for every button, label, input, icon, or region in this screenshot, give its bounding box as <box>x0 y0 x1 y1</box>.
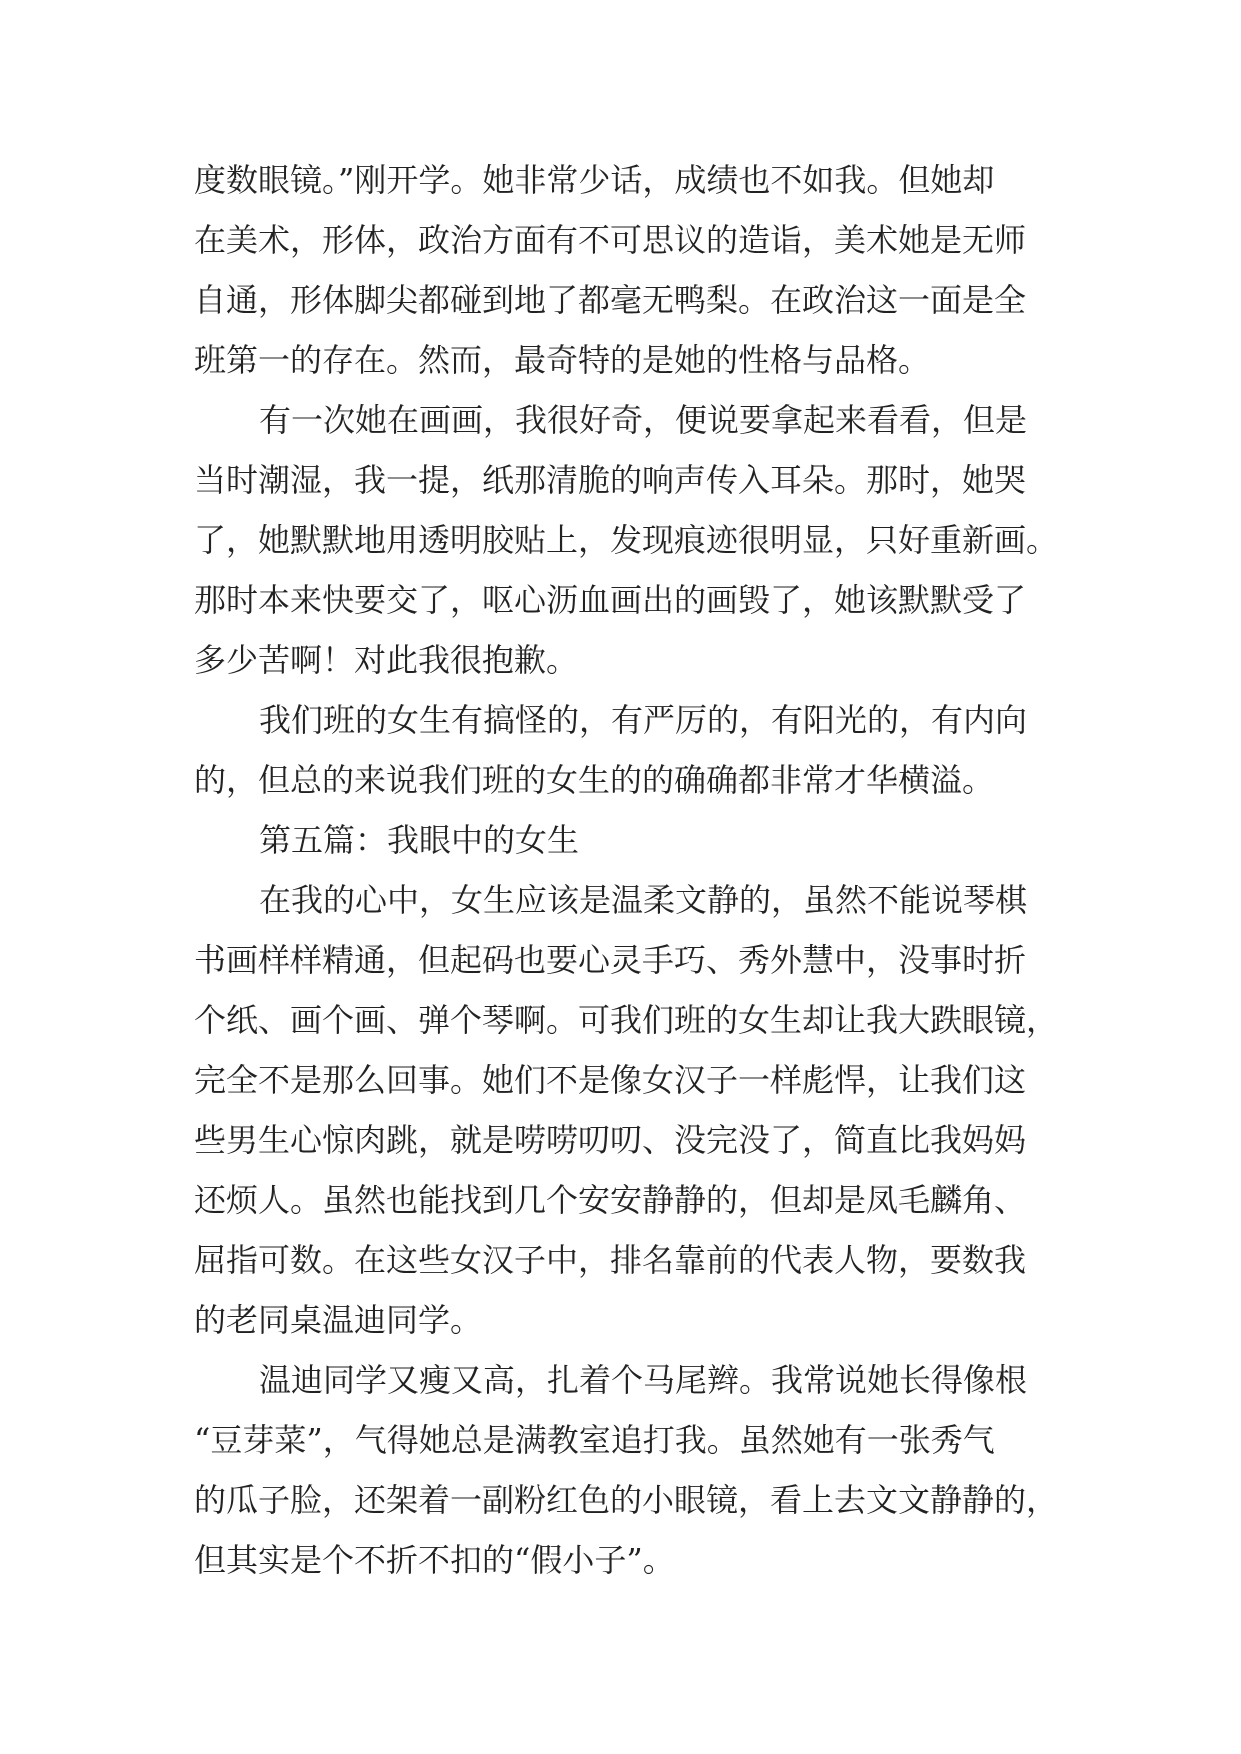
text-line: 了，她默默地用透明胶贴上，发现痕迹很明显，只好重新画。 <box>194 521 1059 559</box>
text-line: 我们班的女生有搞怪的，有严厉的，有阳光的，有内向 <box>259 701 1028 739</box>
text-line: 还烦人。虽然也能找到几个安安静静的，但却是凤毛麟角、 <box>194 1181 1027 1219</box>
text-line: 些男生心惊肉跳，就是唠唠叨叨、没完没了，简直比我妈妈 <box>194 1121 1027 1159</box>
text-line: 度数眼镜。”刚开学。她非常少话，成绩也不如我。但她却 <box>194 161 995 199</box>
text-line: 屈指可数。在这些女汉子中，排名靠前的代表人物，要数我 <box>194 1241 1027 1279</box>
body-text <box>194 160 1064 1600</box>
text-line: 那时本来快要交了，呕心沥血画出的画毁了，她该默默受了 <box>194 581 1027 619</box>
text-line: 个纸、画个画、弹个琴啊。可我们班的女生却让我大跌眼镜， <box>194 1001 1059 1039</box>
text-line: 在美术，形体，政治方面有不可思议的造诣，美术她是无师 <box>194 221 1027 259</box>
text-line: 的瓜子脸，还架着一副粉红色的小眼镜，看上去文文静静的， <box>194 1481 1059 1519</box>
text-line: 在我的心中，女生应该是温柔文静的，虽然不能说琴棋 <box>259 881 1028 919</box>
text-line: 温迪同学又瘦又高，扎着个马尾辫。我常说她长得像根 <box>259 1361 1028 1399</box>
text-line: 有一次她在画画，我很好奇，便说要拿起来看看，但是 <box>259 401 1028 439</box>
text-line: 书画样样精通，但起码也要心灵手巧、秀外慧中，没事时折 <box>194 941 1027 979</box>
text-line: 多少苦啊！对此我很抱歉。 <box>194 641 579 679</box>
text-line: 班第一的存在。然而，最奇特的是她的性格与品格。 <box>194 341 931 379</box>
text-line: “豆芽菜”，气得她总是满教室追打我。虽然她有一张秀气 <box>194 1421 995 1459</box>
text-line: 完全不是那么回事。她们不是像女汉子一样彪悍，让我们这 <box>194 1061 1027 1099</box>
section-heading: 第五篇：我眼中的女生 <box>259 821 580 859</box>
text-line: 自通，形体脚尖都碰到地了都毫无鸭梨。在政治这一面是全 <box>194 281 1027 319</box>
text-line: 当时潮湿，我一提，纸那清脆的响声传入耳朵。那时，她哭 <box>194 461 1027 499</box>
text-line: 的，但总的来说我们班的女生的的确确都非常才华横溢。 <box>194 761 995 799</box>
text-line: 的老同桌温迪同学。 <box>194 1301 483 1339</box>
text-line: 但其实是个不折不扣的“假小子”。 <box>194 1541 675 1579</box>
